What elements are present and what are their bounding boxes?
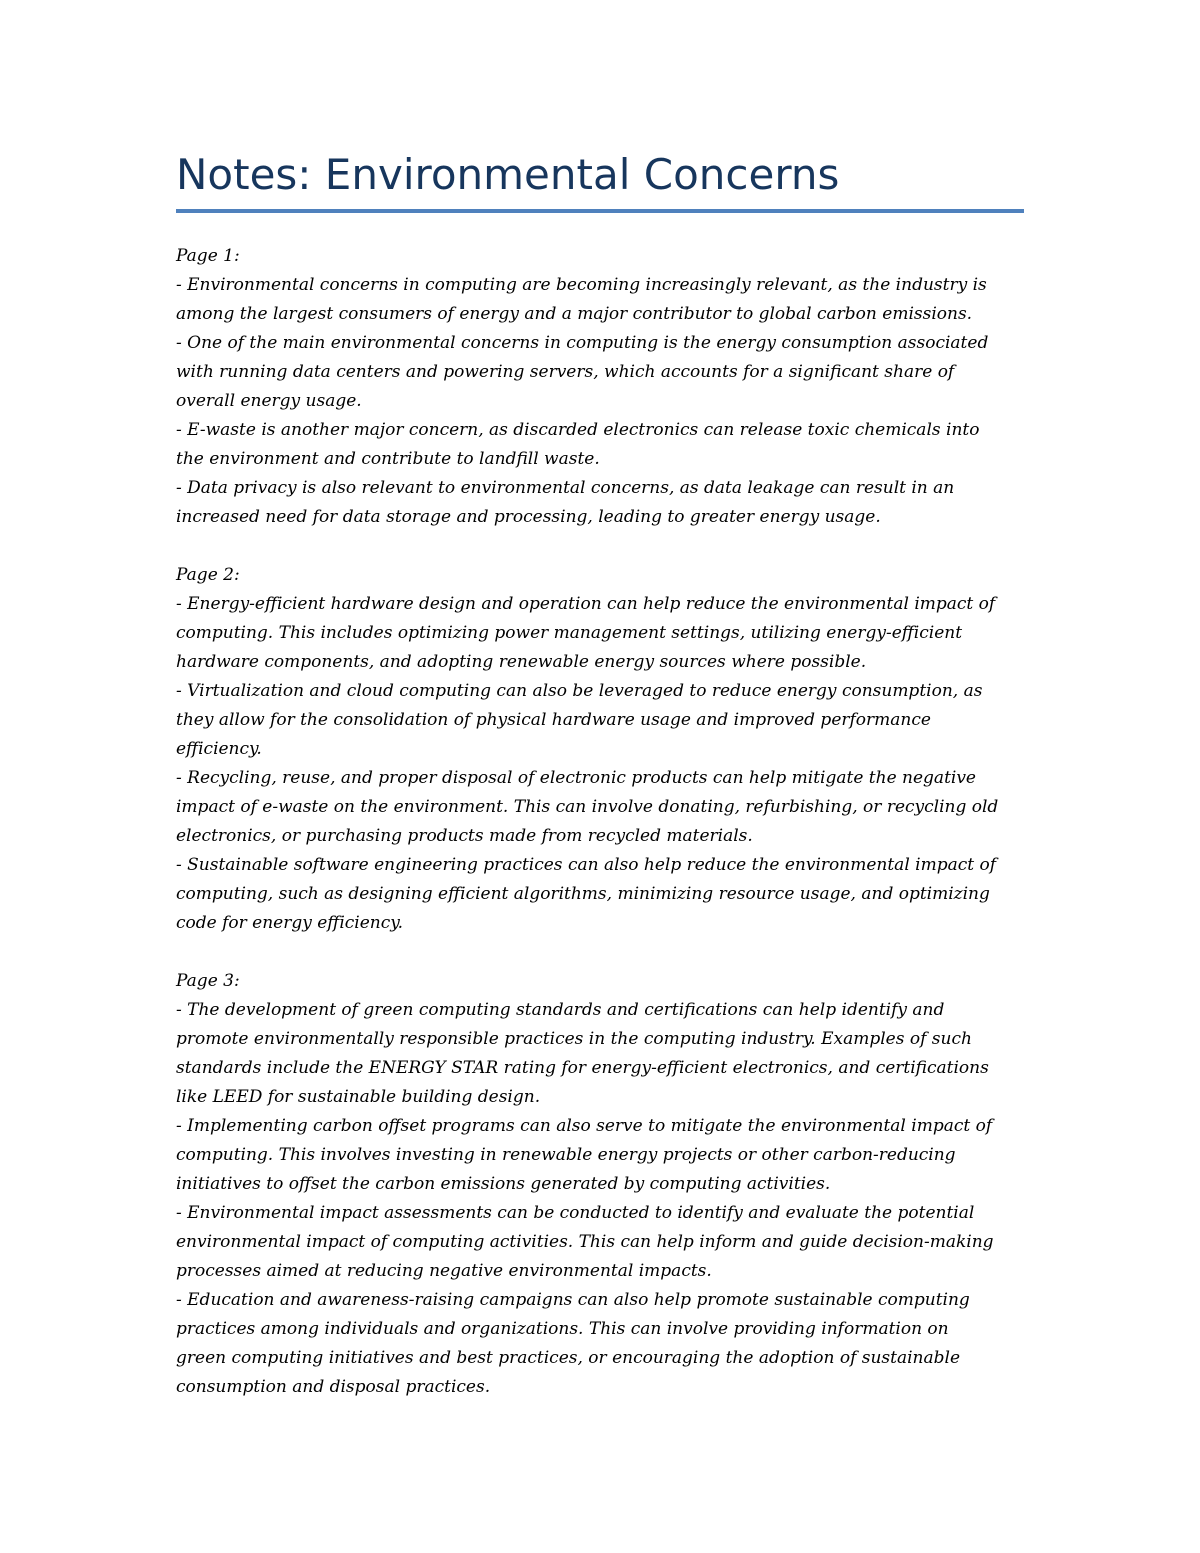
page-title: Notes: Environmental Concerns (176, 150, 840, 199)
body-line: hardware components, and adopting renewable energy sources where possible. (176, 652, 867, 672)
body-line: practices among individuals and organizations. This can involve providing information on (176, 1319, 949, 1339)
body-line: like LEED for sustainable building design. (176, 1087, 541, 1107)
body-line: the environment and contribute to landfill waste. (176, 449, 600, 469)
body-line: among the largest consumers of energy and a major contributor to global carbon emissions. (176, 304, 973, 324)
body-line: - The development of green computing standards and certifications can help identify and (176, 1000, 945, 1020)
body-line: initiatives to offset the carbon emissions generated by computing activities. (176, 1174, 831, 1194)
body-line: - Energy-efficient hardware design and operation can help reduce the environmental impact of (176, 594, 996, 614)
body-line: - Recycling, reuse, and proper disposal of electronic products can help mitigate the negative (176, 768, 976, 788)
body-line: efficiency. (176, 739, 262, 759)
body-line: processes aimed at reducing negative environmental impacts. (176, 1261, 712, 1281)
section-page-2 (176, 561, 1036, 938)
body-line: - Virtualization and cloud computing can also be leveraged to reduce energy consumption, as (176, 681, 983, 701)
body-line: they allow for the consolidation of physical hardware usage and improved performance (176, 710, 931, 730)
body-line: consumption and disposal practices. (176, 1377, 491, 1397)
body-line: standards include the ENERGY STAR rating for energy-efficient electronics, and certifications (176, 1058, 989, 1078)
body-line: - One of the main environmental concerns in computing is the energy consumption associated (176, 333, 989, 353)
body-line: overall energy usage. (176, 391, 362, 411)
body-line: electronics, or purchasing products made from recycled materials. (176, 826, 753, 846)
body-line: promote environmentally responsible practices in the computing industry. Examples of such (176, 1029, 972, 1049)
body-line: with running data centers and powering servers, which accounts for a significant share of (176, 362, 955, 382)
section-label: Page 2: (176, 565, 240, 585)
body-line: computing, such as designing efficient algorithms, minimizing resource usage, and optimizing (176, 884, 990, 904)
section-page-1 (176, 242, 1036, 532)
body-line: increased need for data storage and processing, leading to greater energy usage. (176, 507, 881, 527)
body-line: - Implementing carbon offset programs can also serve to mitigate the environmental impact of (176, 1116, 993, 1136)
body-line: green computing initiatives and best practices, or encouraging the adoption of sustainable (176, 1348, 961, 1368)
body-line: impact of e-waste on the environment. This can involve donating, refurbishing, or recycling old (176, 797, 999, 817)
body-line: computing. This involves investing in renewable energy projects or other carbon-reducing (176, 1145, 956, 1165)
body-line: - Environmental concerns in computing are becoming increasingly relevant, as the industry is (176, 275, 987, 295)
body-line: - E-waste is another major concern, as discarded electronics can release toxic chemicals into (176, 420, 980, 440)
body-line: computing. This includes optimizing power management settings, utilizing energy-efficient (176, 623, 963, 643)
body-line: - Environmental impact assessments can be conducted to identify and evaluate the potential (176, 1203, 975, 1223)
title-underline (176, 209, 1024, 213)
body-line: code for energy efficiency. (176, 913, 404, 933)
body-line: - Education and awareness-raising campaigns can also help promote sustainable computing (176, 1290, 970, 1310)
section-page-3 (176, 967, 1036, 1402)
notes-body (176, 242, 1036, 1431)
section-label: Page 1: (176, 246, 240, 266)
body-line: environmental impact of computing activities. This can help inform and guide decision-making (176, 1232, 994, 1252)
body-line: - Sustainable software engineering practices can also help reduce the environmental impact of (176, 855, 997, 875)
body-line: - Data privacy is also relevant to environmental concerns, as data leakage can result in an (176, 478, 955, 498)
section-label: Page 3: (176, 971, 240, 991)
